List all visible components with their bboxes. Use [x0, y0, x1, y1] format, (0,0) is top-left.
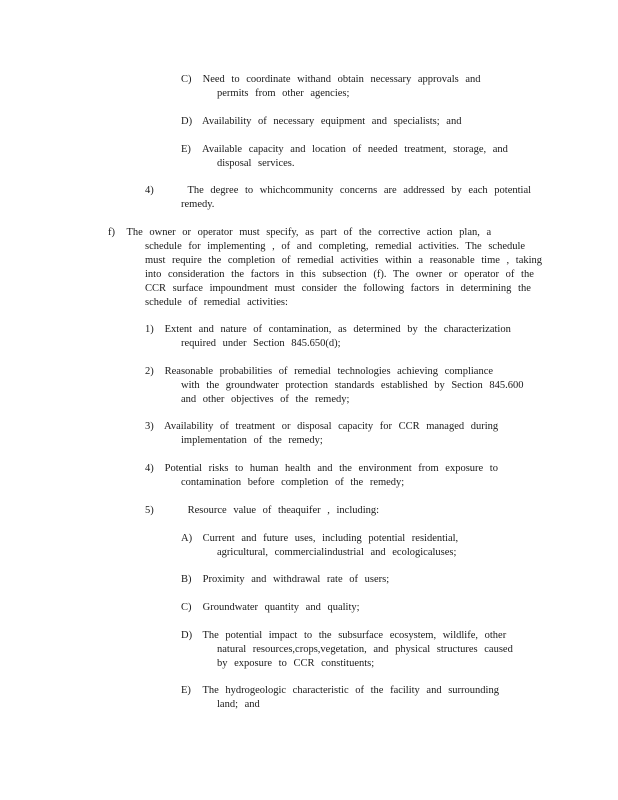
list-item — [145, 184, 531, 212]
item-text-line: with the groundwater protection standards established by Section 845.600 — [181, 380, 524, 391]
item-label: E) — [181, 144, 191, 155]
list-item — [145, 420, 498, 448]
item-label: 3) — [145, 421, 154, 432]
item-label: A) — [181, 533, 193, 544]
item-label: C) — [181, 602, 192, 613]
item-text-line: Extent and nature of contamination, as determined by the characterization — [164, 324, 511, 335]
item-text-line: schedule for implementing , of and completing, remedial activities. The schedule — [145, 241, 526, 252]
item-text-line: Groundwater quantity and quality; — [202, 602, 360, 613]
item-label: 4) — [145, 463, 154, 474]
list-item — [145, 462, 498, 490]
item-text-line: Current and future uses, including potential residential, — [202, 533, 459, 544]
item-text-line: contamination before completion of the remedy; — [181, 477, 405, 488]
list-item — [181, 629, 513, 671]
list-item — [145, 323, 511, 351]
item-text-line: The hydrogeologic characteristic of the facility and surrounding — [202, 685, 499, 696]
item-text-line: must require the completion of remedial activities within a reasonable time , taking — [145, 255, 543, 266]
item-text-line: agricultural, commercialindustrial and ecologicaluses; — [217, 547, 457, 558]
item-text-line: disposal services. — [217, 158, 295, 169]
item-text-line: Availability of necessary equipment and specialists; and — [202, 116, 462, 127]
list-item — [181, 115, 461, 129]
item-label: 2) — [145, 366, 154, 377]
item-label: D) — [181, 116, 193, 127]
item-label: D) — [181, 630, 193, 641]
item-text-line: Need to coordinate withand obtain necessary approvals and — [202, 74, 481, 85]
item-text-line: and other objectives of the remedy; — [181, 394, 350, 405]
item-label: B) — [181, 574, 192, 585]
item-label: f) — [108, 227, 115, 238]
item-text-line: CCR surface impoundment must consider the following factors in determining the — [145, 283, 531, 294]
item-text-line: into consideration the factors in this subsection (f). The owner or operator of the — [145, 269, 534, 280]
item-text-line: Resource value of theaquifer , including: — [187, 505, 380, 516]
item-text-line: The potential impact to the subsurface ecosystem, wildlife, other — [202, 630, 507, 641]
item-label: 5) — [145, 505, 154, 516]
list-item — [181, 684, 499, 712]
item-text-line: Reasonable probabilities of remedial technologies achieving compliance — [164, 366, 494, 377]
item-text-line: natural resources,crops,vegetation, and physical structures caused — [217, 644, 513, 655]
item-text-line: permits from other agencies; — [217, 88, 350, 99]
item-text-line: Availability of treatment or disposal capacity for CCR managed during — [164, 421, 499, 432]
list-item — [181, 601, 360, 615]
list-item — [145, 365, 524, 407]
paragraph-f — [108, 226, 542, 310]
item-label: E) — [181, 685, 191, 696]
item-text-line: Proximity and withdrawal rate of users; — [202, 574, 390, 585]
item-text-line: required under Section 845.650(d); — [181, 338, 341, 349]
item-text-line: by exposure to CCR constituents; — [217, 658, 375, 669]
item-text-line: implementation of the remedy; — [181, 435, 323, 446]
list-item — [145, 504, 379, 518]
list-item — [181, 532, 458, 560]
item-text-line: Potential risks to human health and the environment from exposure to — [164, 463, 498, 474]
item-text-line: The owner or operator must specify, as part of the corrective action plan, a — [126, 227, 492, 238]
item-text-line: remedy. — [181, 199, 215, 210]
list-item — [181, 73, 481, 101]
list-item — [181, 573, 389, 587]
item-text-line: land; and — [217, 699, 260, 710]
item-label: 1) — [145, 324, 154, 335]
item-text-line: Available capacity and location of needed treatment, storage, and — [202, 144, 508, 155]
item-text-line: schedule of remedial activities: — [145, 297, 288, 308]
item-label: C) — [181, 74, 192, 85]
list-item — [181, 143, 508, 171]
item-label: 4) — [145, 185, 154, 196]
item-text-line: The degree to whichcommunity concerns are addressed by each potential — [187, 185, 532, 196]
